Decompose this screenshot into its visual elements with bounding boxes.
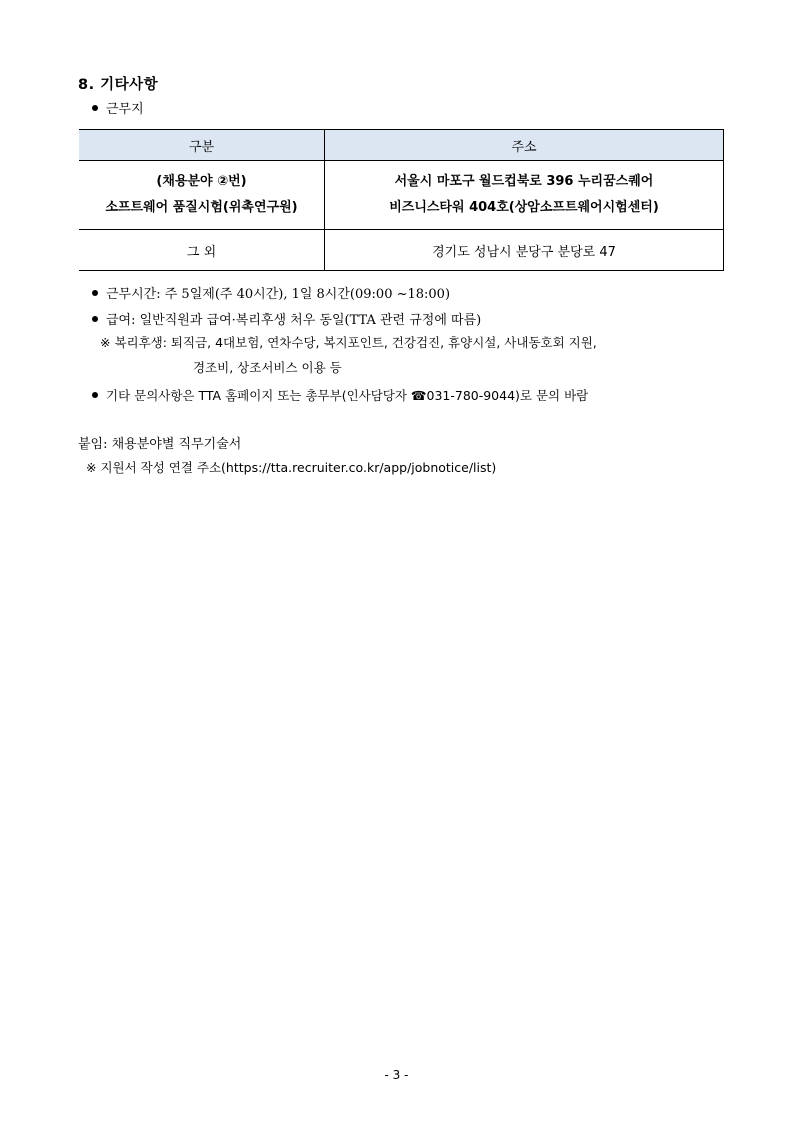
address-cell: 경기도 성남시 분당구 분당로 47 [325,230,724,271]
category-line: (채용분야 ②번) [156,174,247,189]
workplace-bullet [92,98,144,117]
welfare-line: 경조비, 상조서비스 이용 등 [193,360,342,375]
category-cell: 그 외 [79,230,325,271]
address-line: 서울시 마포구 월드컵북로 396 누리꿈스퀘어 [394,174,654,189]
workplace-label: 근무지 [106,102,144,117]
address-cell [325,161,724,230]
inquiry-text: 기타 문의사항은 TTA 홈페이지 또는 총무부(인사담당자 ☎031-780-9044)로 문의 바람 [106,388,589,403]
hours-text: 근무시간: 주 5일제(주 40시간), 1일 8시간(09:00 ~18:00) [106,287,451,302]
table-row [79,230,724,271]
bullet-dot-icon [92,105,98,111]
section-title: 8. 기타사항 [78,77,159,93]
page-number: - 3 - [384,1068,409,1082]
table-header-row [79,130,724,161]
header-address: 주소 [325,130,724,161]
hours-bullet [92,283,450,302]
category-cell [79,161,325,230]
salary-text: 급여: 일반직원과 급여·복리후생 처우 동일(TTA 관련 규정에 따름) [106,313,482,328]
inquiry-bullet [92,386,588,404]
salary-bullet [92,309,481,328]
category-line: 소프트웨어 품질시험(위촉연구원) [105,200,298,215]
attachment-label: 붙임: 채용분야별 직무기술서 [78,437,242,452]
table-row [79,161,724,230]
address-line: 비즈니스타워 404호(상암소프트웨어시험센터) [389,200,659,215]
bullet-dot-icon [92,392,98,398]
welfare-line: ※ 복리후생: 퇴직금, 4대보험, 연차수당, 복지포인트, 건강검진, 휴양시설, 사내동호회 지원, [100,335,597,350]
application-link-note: ※ 지원서 작성 연결 주소(https://tta.recruiter.co.kr/app/jobnotice/list) [86,460,497,475]
bullet-dot-icon [92,290,98,296]
header-category: 구분 [79,130,325,161]
bullet-dot-icon [92,316,98,322]
workplace-table [79,129,724,271]
